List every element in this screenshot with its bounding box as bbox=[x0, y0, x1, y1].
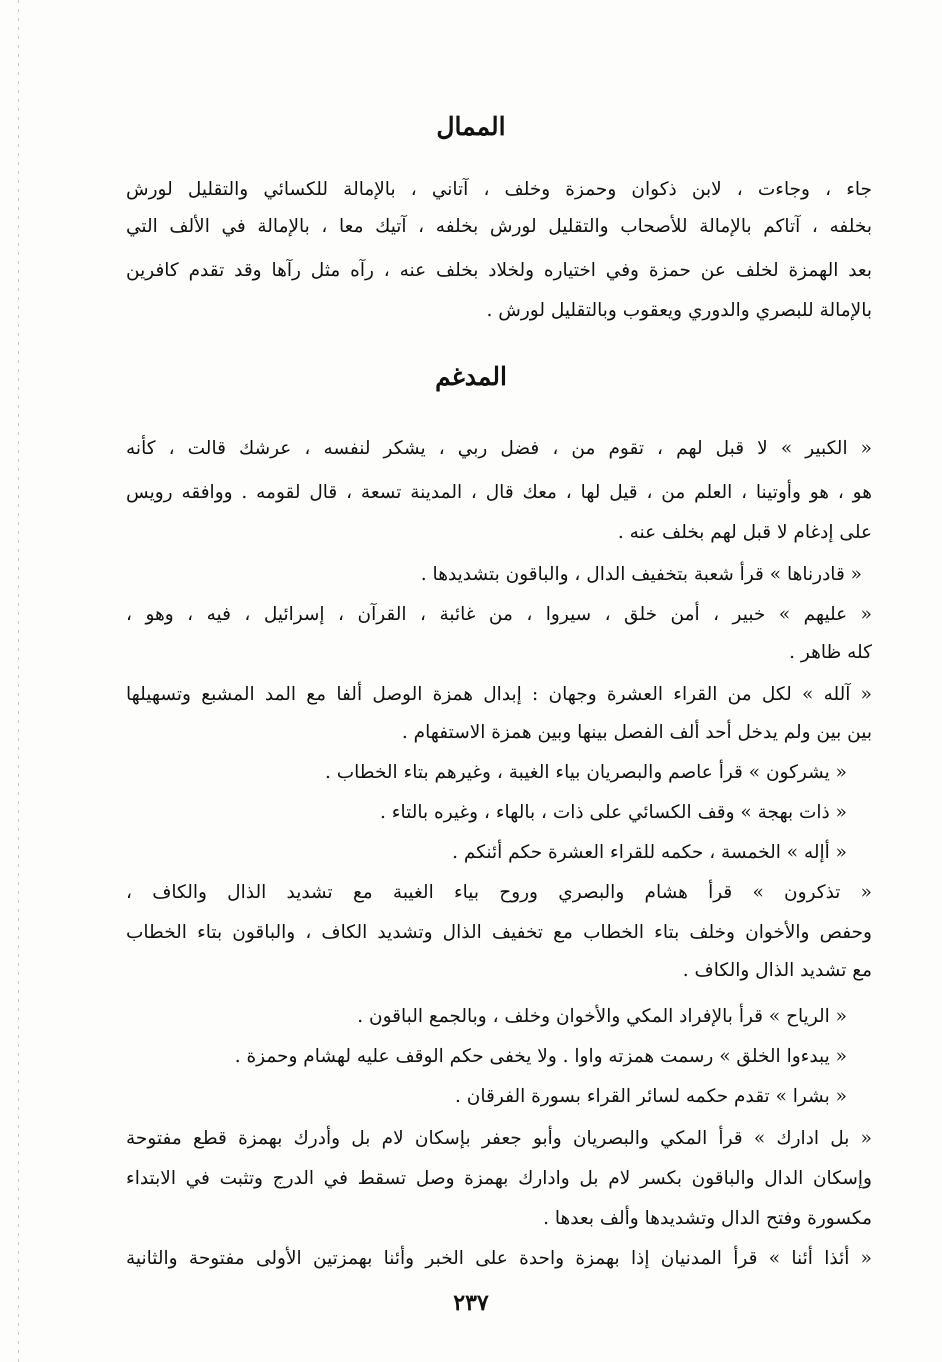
text-line: هو ، هو وأوتينا ، العلم من ، قيل لها ، معك قال ، المدينة تسعة ، قال لقومه . ووافقه رويس bbox=[126, 482, 872, 503]
text-line: « أئذا أئنا » قرأ المدنيان إذا بهمزة واحدة على الخبر وأئنا بهمزتين الأولى مفتوحة والثانية bbox=[126, 1248, 872, 1269]
section-title-mumal: الممال bbox=[436, 112, 506, 141]
text-line: « آلله » لكل من القراء العشرة وجهان : إبدال همزة الوصل ألفا مع المد المشبع وتسهيلها bbox=[126, 684, 872, 705]
text-line: بخلفه ، آتاكم بالإمالة للأصحاب والتقليل لورش بخلفه ، آتيك معا ، بالإمالة في الألف التي bbox=[126, 216, 872, 237]
text-line: « بل ادارك » قرأ المكي والبصريان وأبو جعفر بإسكان لام بل وأدرك بهمزة قطع مفتوحة bbox=[126, 1128, 872, 1149]
text-line: جاء ، وجاءت ، لابن ذكوان وحمزة وخلف ، آتاني ، بالإمالة للكسائي والتقليل لورش bbox=[126, 179, 872, 200]
text-line: « يبدءوا الخلق » رسمت همزته واوا . ولا يخفى حكم الوقف عليه لهشام وحمزة . bbox=[234, 1046, 847, 1067]
text-line: « تذكرون » قرأ هشام والبصري وروح بياء الغيبة مع تشديد الذال والكاف ، bbox=[126, 882, 872, 903]
text-line: بعد الهمزة لخلف عن حمزة وفي اختياره ولخلاد بخلف عنه ، رآه مثل رآها وقد تقدم كافرين bbox=[126, 260, 872, 281]
text-line: « الكبير » لا قبل لهم ، تقوم من ، فضل ربي ، يشكر لنفسه ، عرشك قالت ، كأنه bbox=[126, 438, 872, 459]
page-number: ٢٣٧ bbox=[453, 1290, 489, 1316]
text-line: كله ظاهر . bbox=[789, 642, 872, 663]
text-line: « الرياح » قرأ بالإفراد المكي والأخوان وخلف ، وبالجمع الباقون . bbox=[357, 1006, 847, 1027]
text-line: بين بين ولم يدخل أحد ألف الفصل بينها وبين همزة الاستفهام . bbox=[401, 722, 872, 743]
text-line: « أإله » الخمسة ، حكمه للقراء العشرة حكم أئنكم . bbox=[452, 842, 847, 863]
text-line: على إدغام لا قبل لهم بخلف عنه . bbox=[617, 522, 872, 543]
page-crease-marks bbox=[18, 0, 19, 1362]
text-line: مع تشديد الذال والكاف . bbox=[682, 960, 872, 981]
text-line: وحفص والأخوان وخلف بتاء الخطاب مع تخفيف الذال وتشديد الكاف ، والباقون بتاء الخطاب bbox=[126, 922, 872, 943]
text-line: « ذات بهجة » وقف الكسائي على ذات ، بالهاء ، وغيره بالتاء . bbox=[380, 802, 847, 823]
text-line: وإسكان الدال والباقون بكسر لام بل وادارك بهمزة وصل تسقط في الدرج وتثبت في الابتداء bbox=[126, 1168, 872, 1189]
text-line: « بشرا » تقدم حكمه لسائر القراء بسورة الفرقان . bbox=[455, 1086, 847, 1107]
text-line: « قادرناها » قرأ شعبة بتخفيف الدال ، والباقون بتشديدها . bbox=[420, 564, 862, 585]
section-title-mudgham: المدغم bbox=[435, 362, 507, 391]
text-line: مكسورة وفتح الدال وتشديدها وألف بعدها . bbox=[543, 1208, 872, 1229]
text-line: « يشركون » قرأ عاصم والبصريان بياء الغيبة ، وغيرهم بتاء الخطاب . bbox=[324, 762, 847, 783]
text-line: « عليهم » خبير ، أمن خلق ، سيروا ، من غائبة ، القرآن ، إسرائيل ، فيه ، وهو ، bbox=[126, 604, 872, 625]
text-line: بالإمالة للبصري والدوري ويعقوب وبالتقليل لورش . bbox=[486, 300, 872, 321]
